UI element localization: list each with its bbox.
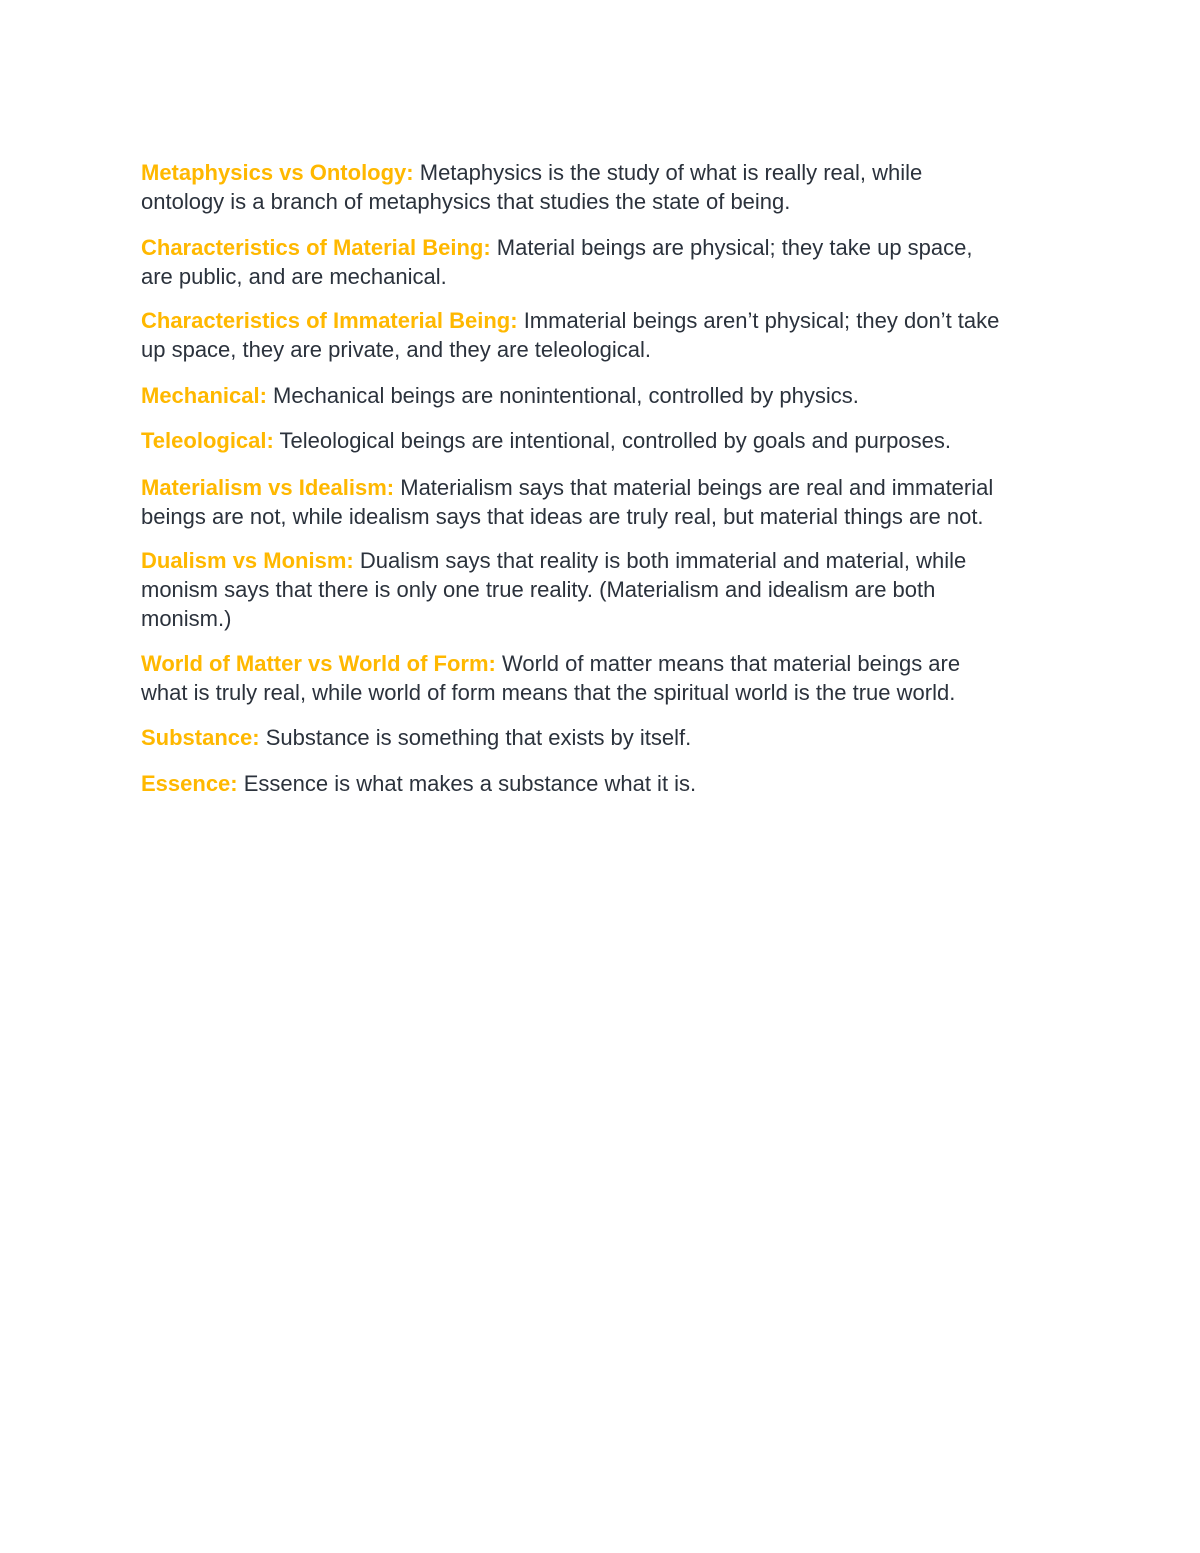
paragraph-line <box>141 546 1081 575</box>
paragraph-line <box>141 158 1081 187</box>
definition-term: Characteristics of Material Being: <box>141 235 491 260</box>
definition-paragraph <box>141 158 1081 216</box>
definition-text: Teleological beings are intentional, controlled by goals and purposes. <box>273 428 951 453</box>
definition-term: Substance: <box>141 725 260 750</box>
paragraph-line <box>141 575 1081 604</box>
paragraph-line <box>141 187 1081 216</box>
paragraph-line <box>141 233 1081 262</box>
definition-text: monism.) <box>141 606 232 631</box>
definition-text: World of matter means that material beings are <box>495 651 961 676</box>
definition-term: Characteristics of Immaterial Being: <box>141 308 518 333</box>
definition-term: Metaphysics vs Ontology: <box>141 160 414 185</box>
definition-paragraph <box>141 723 1081 752</box>
definition-text: monism says that there is only one true reality. (Materialism and idealism are both <box>141 577 936 602</box>
definition-text: Materialism says that material beings are real and immaterial <box>394 475 994 500</box>
definition-paragraph <box>141 546 1081 633</box>
paragraph-line <box>141 769 1081 798</box>
definition-text: Substance is something that exists by itself. <box>259 725 692 750</box>
definition-term: Materialism vs Idealism: <box>141 475 395 500</box>
definition-paragraph <box>141 426 1081 455</box>
paragraph-line <box>141 604 1081 633</box>
definition-paragraph <box>141 649 1081 707</box>
paragraph-line <box>141 649 1081 678</box>
definition-text: ontology is a branch of metaphysics that studies the state of being. <box>141 189 791 214</box>
paragraph-line <box>141 381 1081 410</box>
definition-text: Dualism says that reality is both immaterial and material, while <box>353 548 967 573</box>
definition-term: Mechanical: <box>141 383 267 408</box>
paragraph-line <box>141 473 1081 502</box>
paragraph-line <box>141 306 1081 335</box>
paragraph-line <box>141 723 1081 752</box>
definition-text: Material beings are physical; they take up space, <box>490 235 973 260</box>
definition-text: beings are not, while idealism says that ideas are truly real, but material things are not. <box>141 504 984 529</box>
definition-term: World of Matter vs World of Form: <box>141 651 496 676</box>
definition-text: what is truly real, while world of form means that the spiritual world is the true world. <box>141 680 956 705</box>
definition-paragraph <box>141 381 1081 410</box>
definition-text: Mechanical beings are nonintentional, controlled by physics. <box>266 383 859 408</box>
definition-paragraph <box>141 306 1081 364</box>
paragraph-line <box>141 502 1081 531</box>
paragraph-line <box>141 426 1081 455</box>
definition-text: Essence is what makes a substance what it is. <box>237 771 697 796</box>
paragraph-line <box>141 678 1081 707</box>
definition-term: Essence: <box>141 771 238 796</box>
definition-term: Teleological: <box>141 428 274 453</box>
definition-paragraph <box>141 473 1081 531</box>
definition-text: are public, and are mechanical. <box>141 264 447 289</box>
definition-paragraph <box>141 233 1081 291</box>
paragraph-line <box>141 262 1081 291</box>
paragraph-line <box>141 335 1081 364</box>
definition-text: up space, they are private, and they are teleological. <box>141 337 651 362</box>
definition-term: Dualism vs Monism: <box>141 548 354 573</box>
definition-text: Metaphysics is the study of what is really real, while <box>413 160 923 185</box>
definition-text: Immaterial beings aren’t physical; they don’t take <box>517 308 1000 333</box>
definition-paragraph <box>141 769 1081 798</box>
